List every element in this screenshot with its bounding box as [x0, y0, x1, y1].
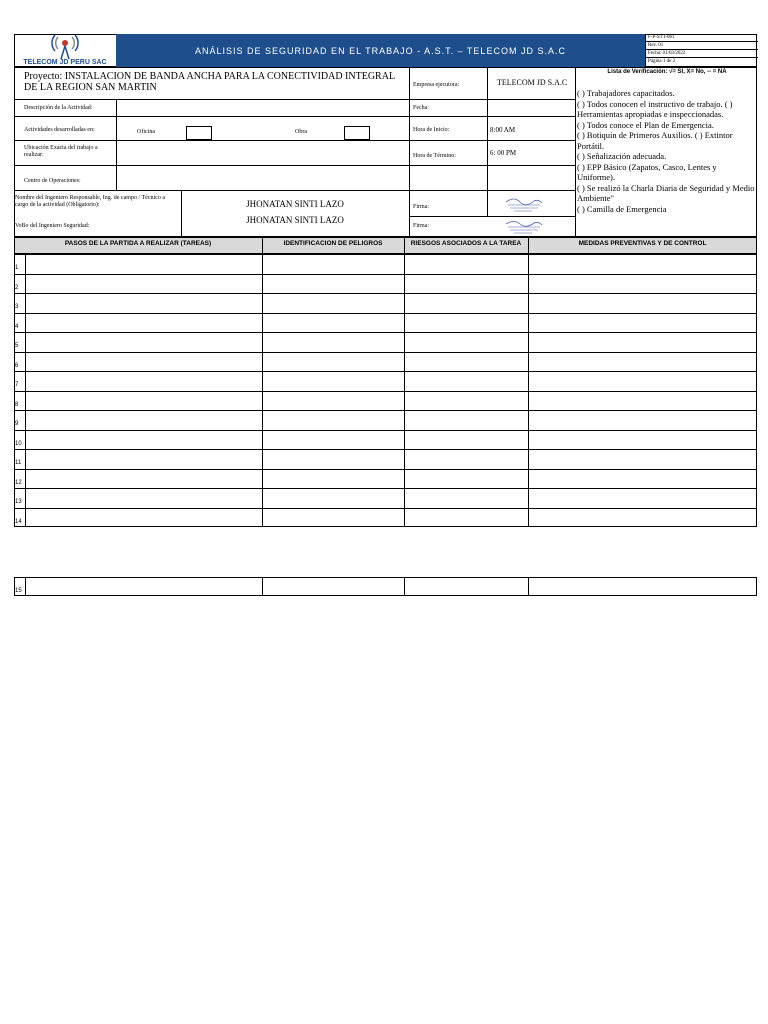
obra-label: Obra	[295, 129, 307, 135]
signature-2-icon	[502, 217, 544, 235]
row-number: 8	[15, 401, 19, 408]
row-number: 2	[15, 284, 19, 291]
company-name: TELECOM JD PERU SAC	[23, 59, 107, 66]
doc-code: F-P-STT-061	[648, 35, 675, 40]
table-row[interactable]	[25, 508, 757, 528]
obra-checkbox[interactable]	[344, 126, 370, 140]
checklist	[577, 88, 756, 214]
oficina-checkbox[interactable]	[186, 126, 212, 140]
checklist-item[interactable]: ( ) Se realizó la Charla Diaria de Seguridad y Medio Ambiente"	[577, 182, 755, 203]
vobo-value: JHONATAN SINTI LAZO	[246, 215, 344, 225]
row-number: 6	[15, 362, 19, 369]
doc-page: Página 1 de 2	[648, 59, 676, 64]
row-number: 15	[15, 588, 22, 594]
checklist-item[interactable]: ( ) Señalización adecuada.	[577, 151, 667, 161]
doc-revision: Rev. 01	[648, 43, 664, 48]
table-row[interactable]	[25, 410, 757, 430]
checklist-item[interactable]: ( ) Botiquín de Primeros Auxilios. ( ) Extintor Portátil.	[577, 130, 733, 151]
table-row[interactable]	[25, 293, 757, 313]
row-number: 5	[15, 343, 19, 349]
row-number: 9	[15, 421, 19, 427]
doc-date: Fecha: 01/03/2022	[648, 51, 686, 56]
row-number: 11	[15, 460, 22, 466]
checklist-item[interactable]: ( ) Todos conoce el Plan de Emergencia.	[577, 119, 714, 130]
checklist-title: Lista de Verificación: √= SI, X= No, -- = NA	[607, 69, 727, 75]
firma2-label: Firma:	[413, 223, 429, 229]
table-row[interactable]	[25, 274, 757, 294]
logo	[14, 34, 116, 67]
checklist-item[interactable]: ( ) Todos conocen el instructivo de trabajo. ( ) Herramientas apropiadas e inspeccionadas.	[577, 98, 733, 119]
descripcion-label: Descripción de la Actividad:	[24, 105, 93, 111]
col-header-tasks: PASOS DE LA PARTIDA A REALIZAR (TAREAS)	[64, 240, 212, 247]
oficina-label: Oficina	[137, 129, 155, 135]
row-number: 14	[15, 518, 22, 525]
hora-termino-label: Hora de Término:	[413, 153, 456, 159]
table-row[interactable]	[25, 430, 757, 450]
table-row[interactable]	[25, 352, 757, 372]
hora-inicio-label: Hora de Inicio:	[413, 127, 450, 133]
firma-label: Firma:	[413, 204, 429, 210]
table-row[interactable]	[14, 577, 757, 596]
document-title: ANÁLISIS DE SEGURIDAD EN EL TRABAJO - A.S.T. – TELECOM JD S.A.C	[116, 34, 645, 67]
ingeniero-value: JHONATAN SINTI LAZO	[246, 199, 344, 209]
row-number: 13	[15, 499, 22, 505]
ubicacion-label: Ubicación Exacta del trabajo a realizar:	[24, 145, 98, 158]
table-row[interactable]	[25, 332, 757, 352]
ingeniero-label: Nombre del Ingeniero Responsable, Ing. de campo / Técnico a cargo de la actividad (Obligatorio):	[15, 195, 166, 208]
checklist-item[interactable]: ( ) Trabajadores capacitados.	[577, 88, 675, 98]
row-number: 4	[15, 323, 19, 330]
table-row[interactable]	[25, 488, 757, 508]
table-row[interactable]	[25, 371, 757, 391]
col-header-hazards: IDENTIFICACION DE PELIGROS	[283, 240, 383, 247]
company-exec-value: TELECOM JD S.A.C	[497, 78, 568, 87]
row-number: 10	[15, 440, 22, 447]
doc-meta	[645, 34, 757, 67]
centro-label: Centro de Operaciones:	[24, 178, 81, 184]
col-header-measures: MEDIDAS PREVENTIVAS Y DE CONTROL	[578, 240, 707, 247]
table-row[interactable]	[25, 449, 757, 469]
hora-inicio-value: 8:00 AM	[490, 126, 516, 134]
company-exec-label: Empresa ejecutora:	[413, 82, 460, 88]
hora-termino-value: 6: 00 PM	[490, 149, 517, 157]
row-number: 1	[15, 265, 19, 271]
vobo-label: VoBo del Ingeniero Seguridad:	[15, 223, 90, 229]
row-number: 3	[15, 304, 19, 310]
row-number: 7	[15, 382, 19, 388]
table-row[interactable]	[25, 254, 757, 274]
fecha-label: Fecha:	[413, 105, 429, 111]
signature-icon	[502, 194, 544, 214]
table-row[interactable]	[25, 391, 757, 411]
table-row[interactable]	[25, 469, 757, 489]
checklist-item[interactable]: ( ) Camilla de Emergencia	[577, 203, 667, 214]
actividades-label: Actividades desarrolladas en:	[24, 127, 95, 133]
row-number: 12	[15, 479, 22, 486]
col-header-risks: RIESGOS ASOCIADOS A LA TAREA	[410, 240, 522, 247]
table-row[interactable]	[25, 313, 757, 333]
project-title: Proyecto: INSTALACION DE BANDA ANCHA PARA LA CONECTIVIDAD INTEGRAL DE LA REGION SAN MARTIN	[24, 71, 395, 93]
checklist-item[interactable]: ( ) EPP Básico (Zapatos, Casco, Lentes y Uniforme).	[577, 161, 717, 182]
